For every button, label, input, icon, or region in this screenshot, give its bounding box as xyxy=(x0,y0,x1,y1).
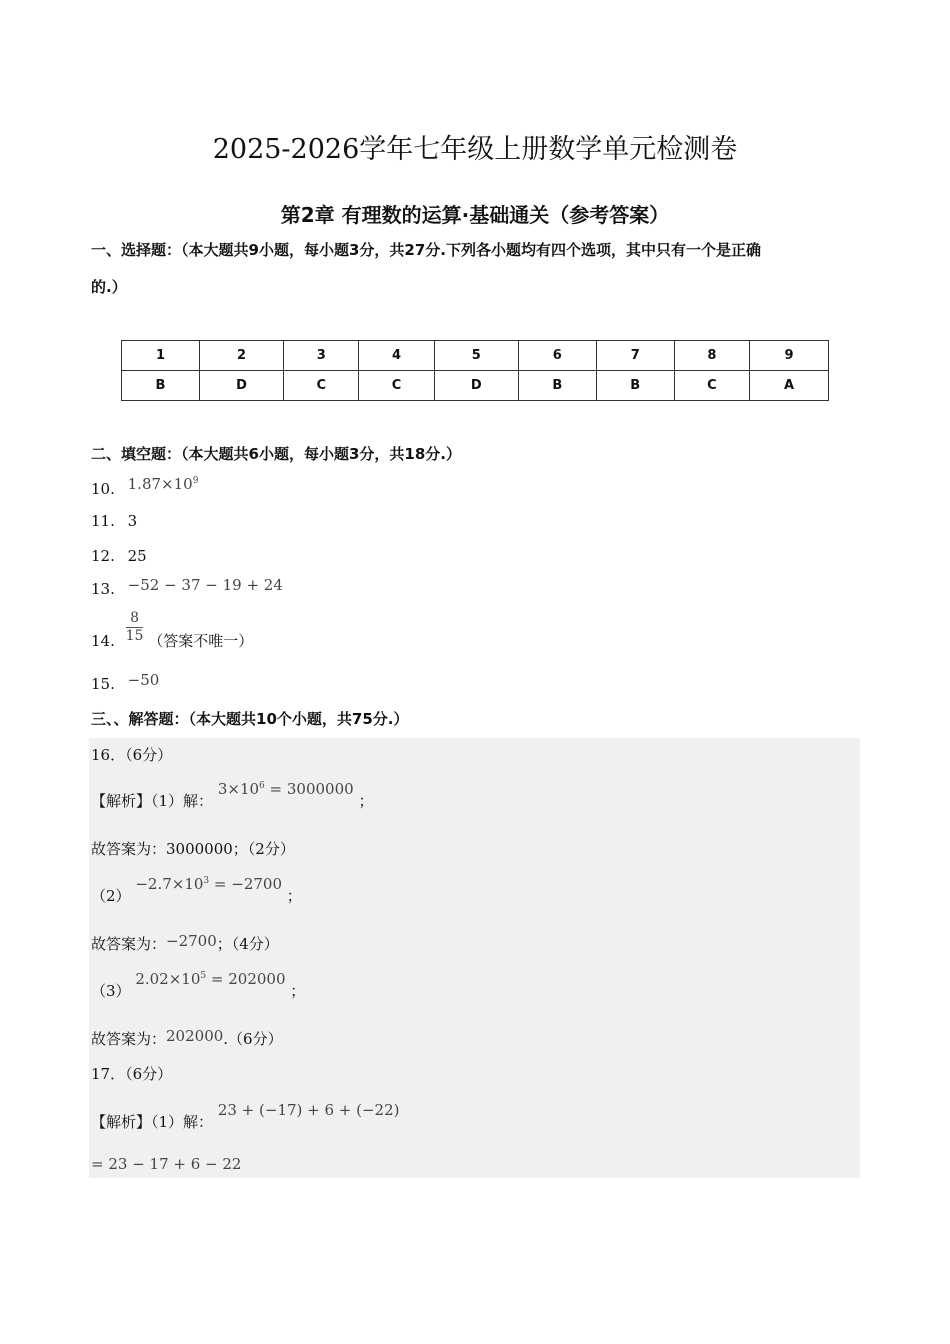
item-number: 13. xyxy=(91,580,115,598)
list-item xyxy=(91,671,160,693)
item-number: 12. xyxy=(91,547,115,565)
answer-line xyxy=(91,1028,283,1049)
item-number: 15. xyxy=(91,675,115,693)
table-cell: C xyxy=(674,371,749,401)
math-exponent: 6 xyxy=(259,781,265,791)
math-base: 1.87×10 xyxy=(127,475,193,493)
fraction-denominator: 15 xyxy=(125,628,144,644)
list-item xyxy=(91,512,137,530)
table-cell: C xyxy=(284,371,359,401)
math-rest: = 3000000 xyxy=(264,780,354,798)
table-row xyxy=(122,371,829,401)
math-expression: −2700 xyxy=(166,932,217,950)
section2-heading: 二、填空题：（本大题共6小题，每小题3分，共18分.） xyxy=(91,445,461,463)
fraction xyxy=(126,610,144,645)
table-cell: 5 xyxy=(434,341,518,371)
table-cell: A xyxy=(749,371,828,401)
math-expression xyxy=(135,875,282,893)
section3-heading: 三、、解答题：（本大题共10个小题，共75分.） xyxy=(91,710,409,728)
list-item xyxy=(91,610,254,650)
table-cell: C xyxy=(359,371,434,401)
punctuation: ； xyxy=(286,887,302,905)
math-expression: −52 − 37 − 19 + 24 xyxy=(127,576,283,594)
table-cell: 3 xyxy=(284,341,359,371)
section1-heading-cont: 的.） xyxy=(91,278,127,296)
analysis-line xyxy=(91,1101,400,1132)
math-exponent: 3 xyxy=(203,876,210,886)
math-expression xyxy=(135,970,285,988)
item-number: 11. xyxy=(91,512,115,530)
math-expression: = 23 − 17 + 6 − 22 xyxy=(91,1155,242,1173)
table-cell: 9 xyxy=(749,341,828,371)
table-cell: B xyxy=(596,371,674,401)
question-label: 17．（6分） xyxy=(91,1065,173,1083)
table-cell: 4 xyxy=(359,341,434,371)
analysis-label: 【解析】（1）解： xyxy=(91,1113,214,1131)
table-row xyxy=(122,341,829,371)
table-cell: 2 xyxy=(199,341,283,371)
answer-suffix: ；（4分） xyxy=(216,935,279,953)
answer-line xyxy=(91,933,279,954)
math-rest: = −2700 xyxy=(209,875,283,893)
punctuation: ； xyxy=(358,792,374,810)
answer-table xyxy=(121,340,829,401)
item-answer: 3 xyxy=(127,512,138,530)
answer-prefix: 故答案为： xyxy=(91,935,167,953)
table-cell: 6 xyxy=(518,341,596,371)
table-cell: 7 xyxy=(596,341,674,371)
math-expression xyxy=(128,475,199,493)
part-label: （2） xyxy=(91,887,131,905)
item-number: 10. xyxy=(91,480,115,498)
table-cell: B xyxy=(122,371,200,401)
table-cell: 1 xyxy=(122,341,200,371)
answer-suffix: .（6分） xyxy=(223,1030,283,1048)
table-cell: B xyxy=(518,371,596,401)
part-label: （3） xyxy=(91,982,131,1000)
item-note: （答案不唯一） xyxy=(148,631,254,650)
item-number: 14. xyxy=(91,631,115,650)
answer-prefix: 故答案为： xyxy=(91,1030,167,1048)
table-cell: D xyxy=(199,371,283,401)
math-expression: −50 xyxy=(127,671,160,689)
answer-line: 故答案为：3000000；（2分） xyxy=(91,840,295,858)
list-item xyxy=(91,475,199,498)
math-expression: 202000 xyxy=(166,1027,224,1045)
analysis-label: 【解析】（1）解： xyxy=(91,792,214,810)
section1-heading: 一、选择题：（本大题共9小题，每小题3分，共27分.下列各小题均有四个选项，其中只有一个是正确 xyxy=(91,241,761,259)
table-cell: D xyxy=(434,371,518,401)
punctuation: ； xyxy=(290,982,306,1000)
math-base: −2.7×10 xyxy=(135,875,204,893)
fraction-numerator: 8 xyxy=(126,610,144,628)
list-item xyxy=(91,576,283,598)
math-rest: = 202000 xyxy=(206,970,286,988)
item-answer: 25 xyxy=(127,547,147,565)
list-item xyxy=(91,547,147,565)
page-subtitle: 第2章 有理数的运算·基础通关（参考答案） xyxy=(280,203,670,227)
math-base: 3×10 xyxy=(217,780,260,798)
math-exponent: 9 xyxy=(192,476,199,486)
page-title: 2025-2026学年七年级上册数学单元检测卷 xyxy=(212,134,738,165)
math-base: 2.02×10 xyxy=(135,970,201,988)
question-label: 16．（6分） xyxy=(91,746,173,764)
math-exponent: 5 xyxy=(200,971,207,981)
table-cell: 8 xyxy=(674,341,749,371)
math-expression: 23 + (−17) + 6 + (−22) xyxy=(217,1101,400,1119)
math-expression xyxy=(218,780,354,798)
